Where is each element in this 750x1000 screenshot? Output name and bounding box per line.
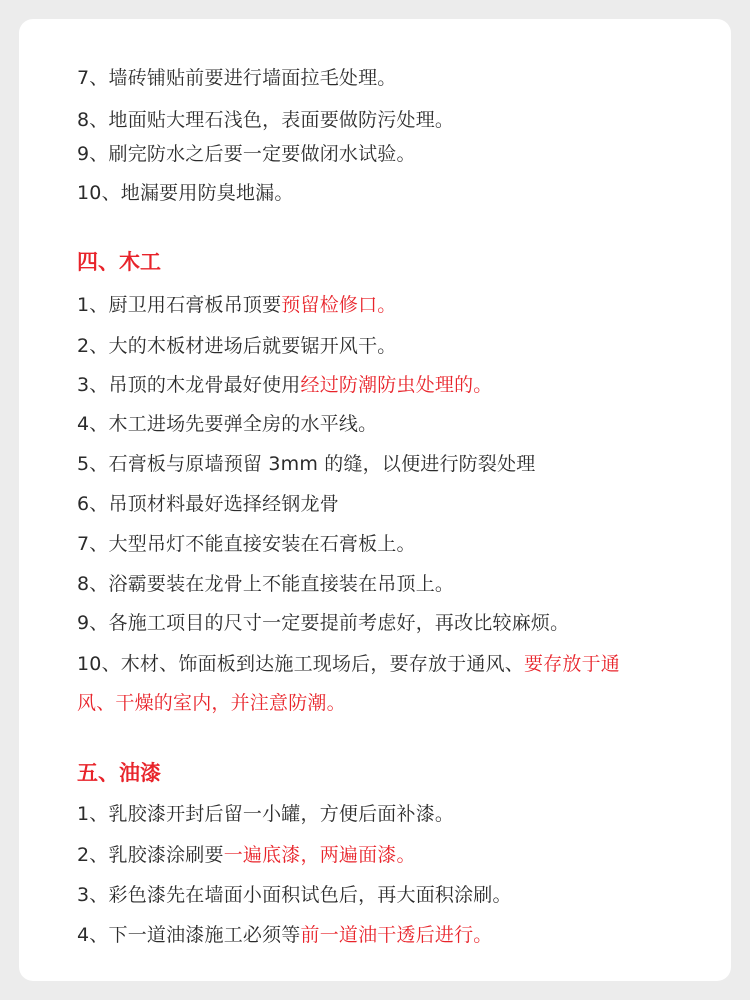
list-item: 4、木工进场先要弹全房的水平线。 <box>77 413 378 435</box>
list-item: 1、厨卫用石膏板吊顶要预留检修口。 <box>77 294 397 316</box>
content-card <box>19 19 731 981</box>
list-item: 4、下一道油漆施工必须等前一道油干透后进行。 <box>77 924 493 946</box>
list-item: 8、浴霸要装在龙骨上不能直接装在吊顶上。 <box>77 573 455 595</box>
list-item: 2、大的木板材进场后就要锯开风干。 <box>77 335 397 357</box>
list-item: 8、地面贴大理石浅色，表面要做防污处理。 <box>77 109 455 131</box>
list-item: 2、乳胶漆涂刷要一遍底漆，两遍面漆。 <box>77 844 416 866</box>
list-item: 9、各施工项目的尺寸一定要提前考虑好，再改比较麻烦。 <box>77 612 570 634</box>
section-heading-painting: 五、油漆 <box>77 761 161 785</box>
list-item: 10、地漏要用防臭地漏。 <box>77 182 294 204</box>
list-item: 5、石膏板与原墙预留 3mm 的缝，以便进行防裂处理 <box>77 453 536 475</box>
section-heading-carpentry: 四、木工 <box>77 250 161 274</box>
list-item: 3、吊顶的木龙骨最好使用经过防潮防虫处理的。 <box>77 374 493 396</box>
list-item: 6、吊顶材料最好选择经钢龙骨 <box>77 493 339 515</box>
list-item: 10、木材、饰面板到达施工现场后，要存放于通风、要存放于通 <box>77 653 620 675</box>
list-item: 3、彩色漆先在墙面小面积试色后，再大面积涂刷。 <box>77 884 512 906</box>
list-item: 7、墙砖铺贴前要进行墙面拉毛处理。 <box>77 67 397 89</box>
list-item: 1、乳胶漆开封后留一小罐，方便后面补漆。 <box>77 803 455 825</box>
list-item: 9、刷完防水之后要一定要做闭水试验。 <box>77 143 416 165</box>
list-item: 7、大型吊灯不能直接安装在石膏板上。 <box>77 533 416 555</box>
list-item-continuation: 风、干燥的室内，并注意防潮。 <box>77 692 346 714</box>
